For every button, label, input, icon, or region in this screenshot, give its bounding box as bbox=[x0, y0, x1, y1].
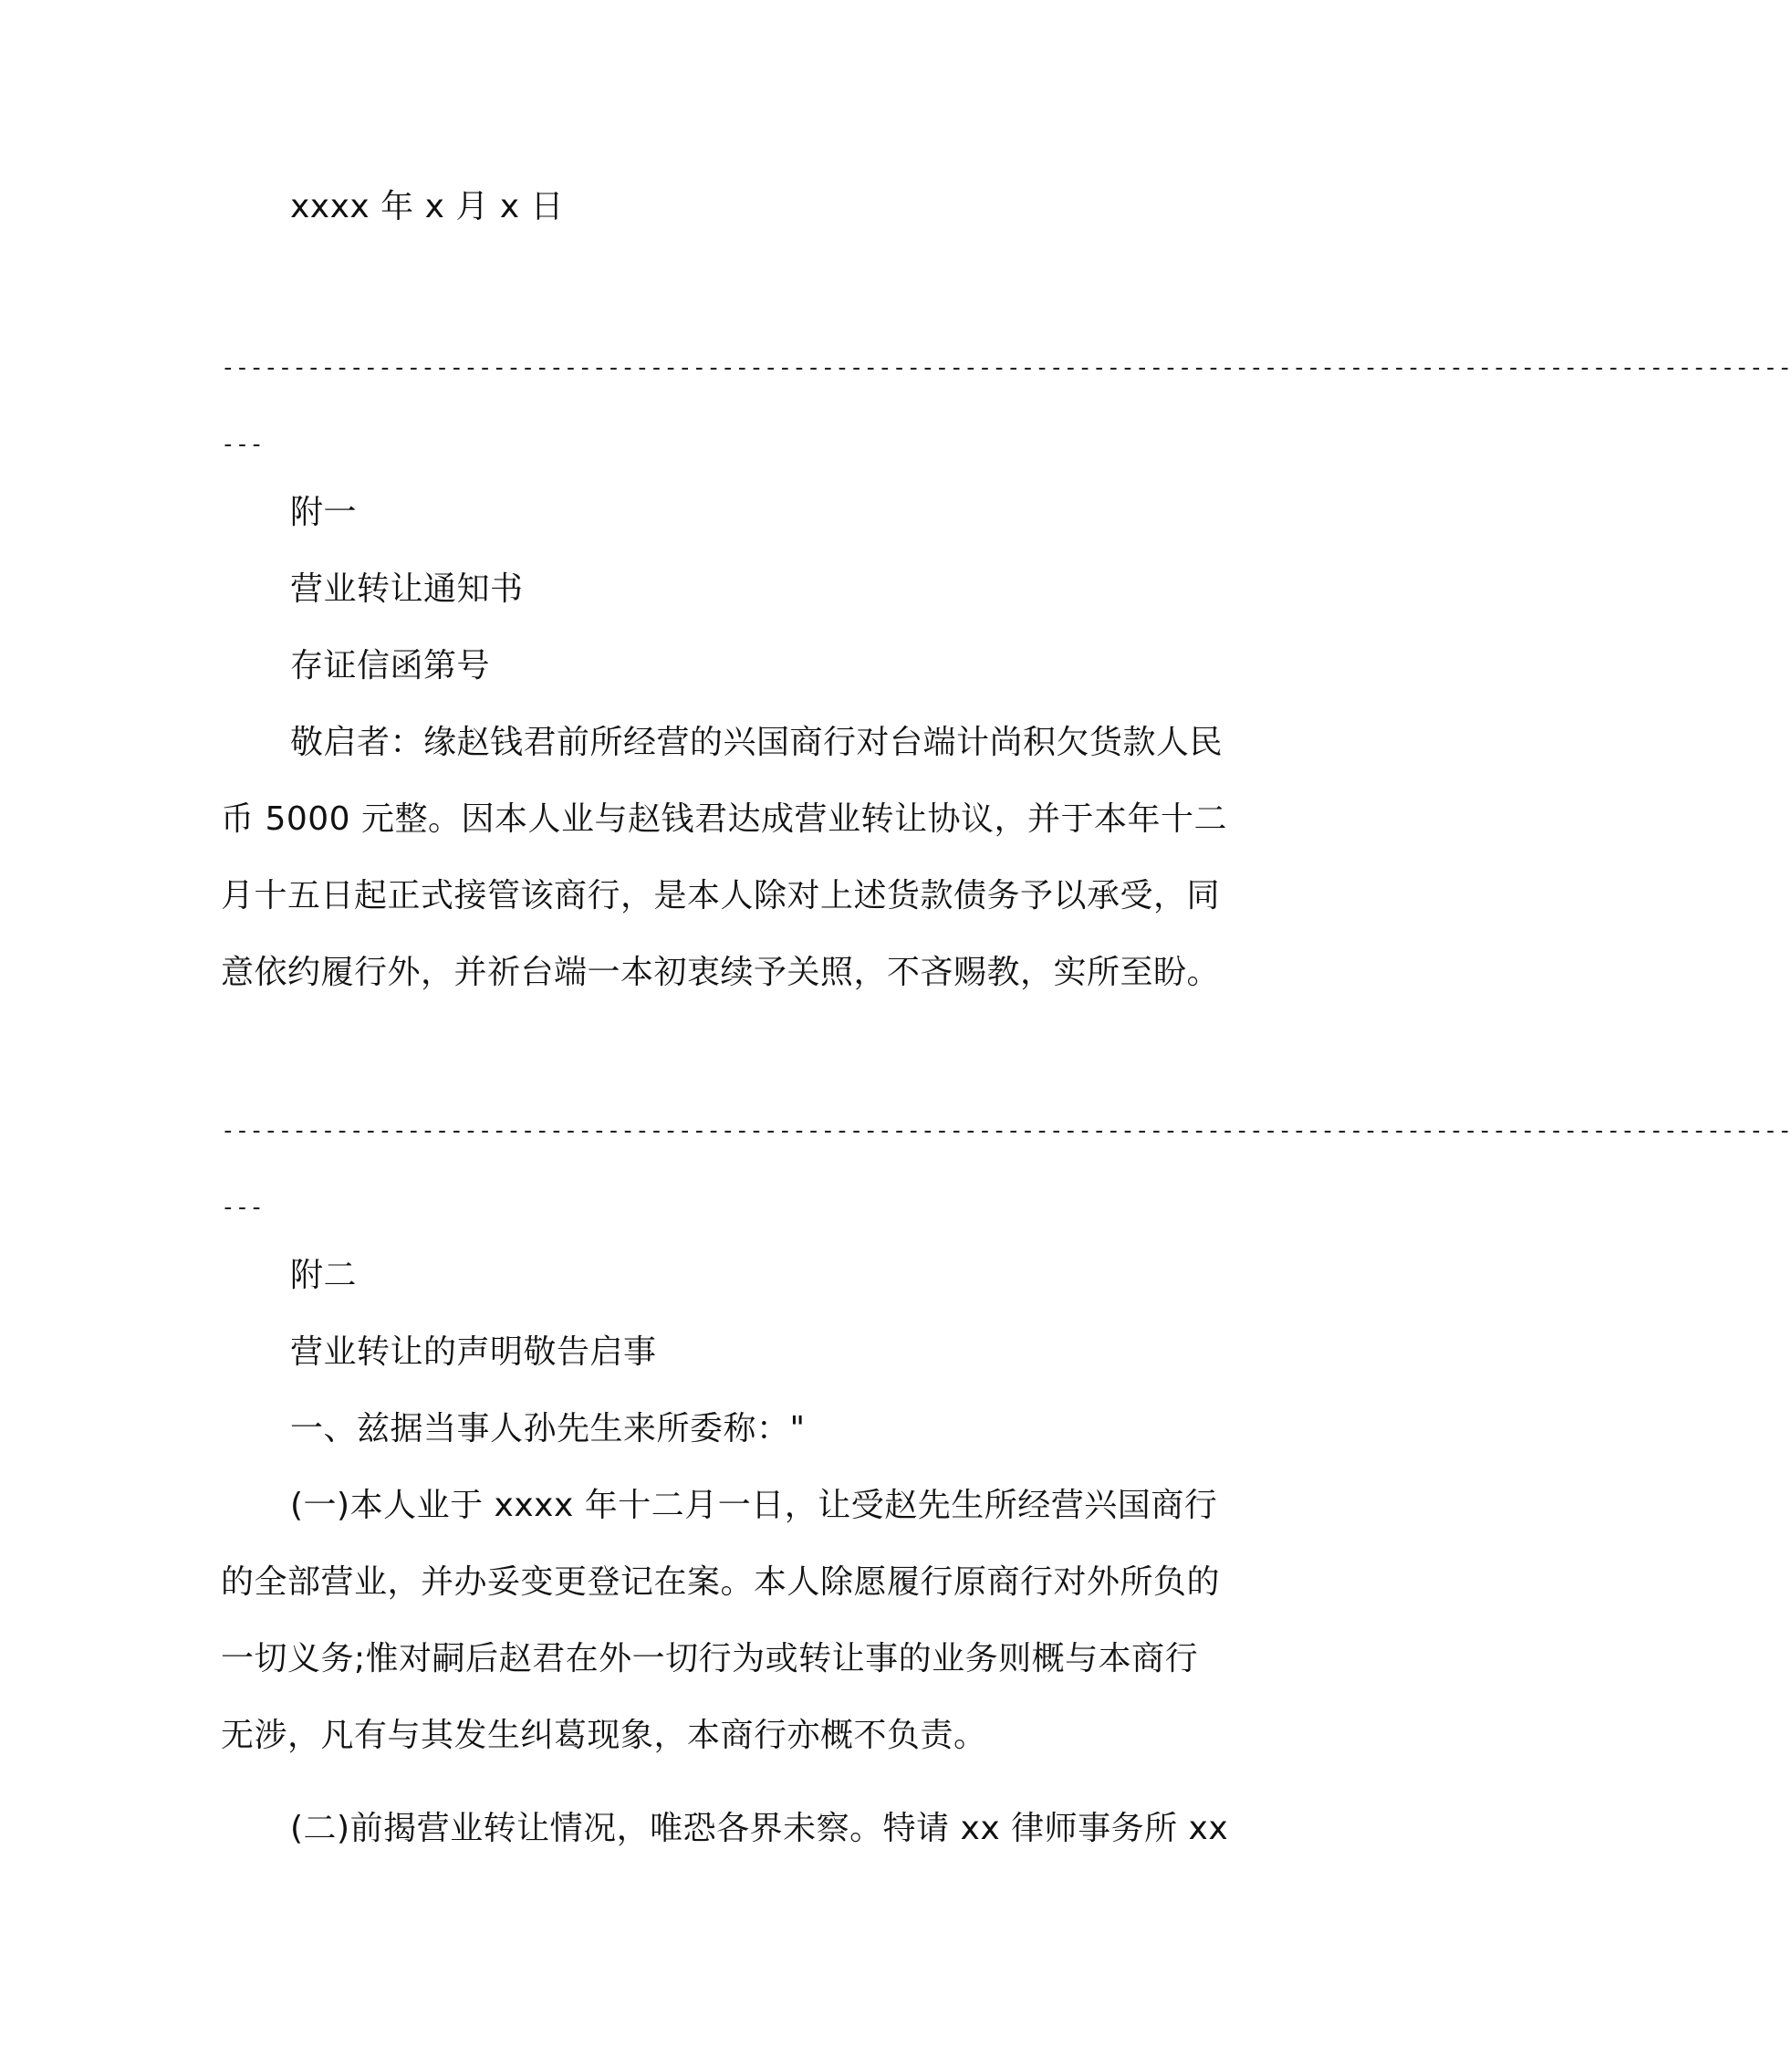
annex2-subitem-1-line: 的全部营业，并办妥变更登记在案。本人除愿履行原商行对外所负的 bbox=[221, 1563, 1221, 1601]
annex1-paragraph-line: 币 5000 元整。因本人业与赵钱君达成营业转让协议，并于本年十二 bbox=[221, 800, 1228, 838]
annex1-paragraph-line: 敬启者：缘赵钱君前所经营的兴国商行对台端计尚积欠货款人民 bbox=[290, 724, 1224, 761]
annex2-subitem-1-line: 无涉，凡有与其发生纠葛现象，本商行亦概不负责。 bbox=[221, 1717, 987, 1754]
date-line: xxxx 年 x 月 x 日 bbox=[290, 188, 565, 225]
annex2-label: 附二 bbox=[290, 1257, 358, 1294]
annex2-item-1: 一、兹据当事人孙先生来所委称：" bbox=[290, 1410, 806, 1447]
annex1-paragraph-line: 月十五日起正式接管该商行，是本人除对上述货款债务予以承受，同 bbox=[221, 877, 1221, 914]
annex2-subitem-2-line: (二)前揭营业转让情况，唯恐各界未察。特请 xx 律师事务所 xx bbox=[290, 1810, 1229, 1847]
annex2-subitem-1-line: 一切义务;惟对嗣后赵君在外一切行为或转让事的业务则概与本商行 bbox=[221, 1640, 1199, 1677]
annex1-reference: 存证信函第号 bbox=[290, 647, 491, 684]
annex2-title: 营业转让的声明敬告启事 bbox=[290, 1333, 657, 1371]
separator-tail: --- bbox=[221, 431, 264, 458]
annex1-paragraph-line: 意依约履行外，并祈台端一本初衷续予关照，不吝赐教，实所至盼。 bbox=[221, 954, 1221, 991]
annex1-title: 营业转让通知书 bbox=[290, 570, 524, 608]
annex1-label: 附一 bbox=[290, 494, 358, 531]
separator-tail: --- bbox=[221, 1194, 264, 1221]
separator-line: -------------------------------------------------------------------------------------------------------------- bbox=[221, 354, 1792, 381]
separator-line: -------------------------------------------------------------------------------------------------------------- bbox=[221, 1117, 1792, 1144]
annex2-subitem-1-line: (一)本人业于 xxxx 年十二月一日，让受赵先生所经营兴国商行 bbox=[290, 1487, 1218, 1524]
